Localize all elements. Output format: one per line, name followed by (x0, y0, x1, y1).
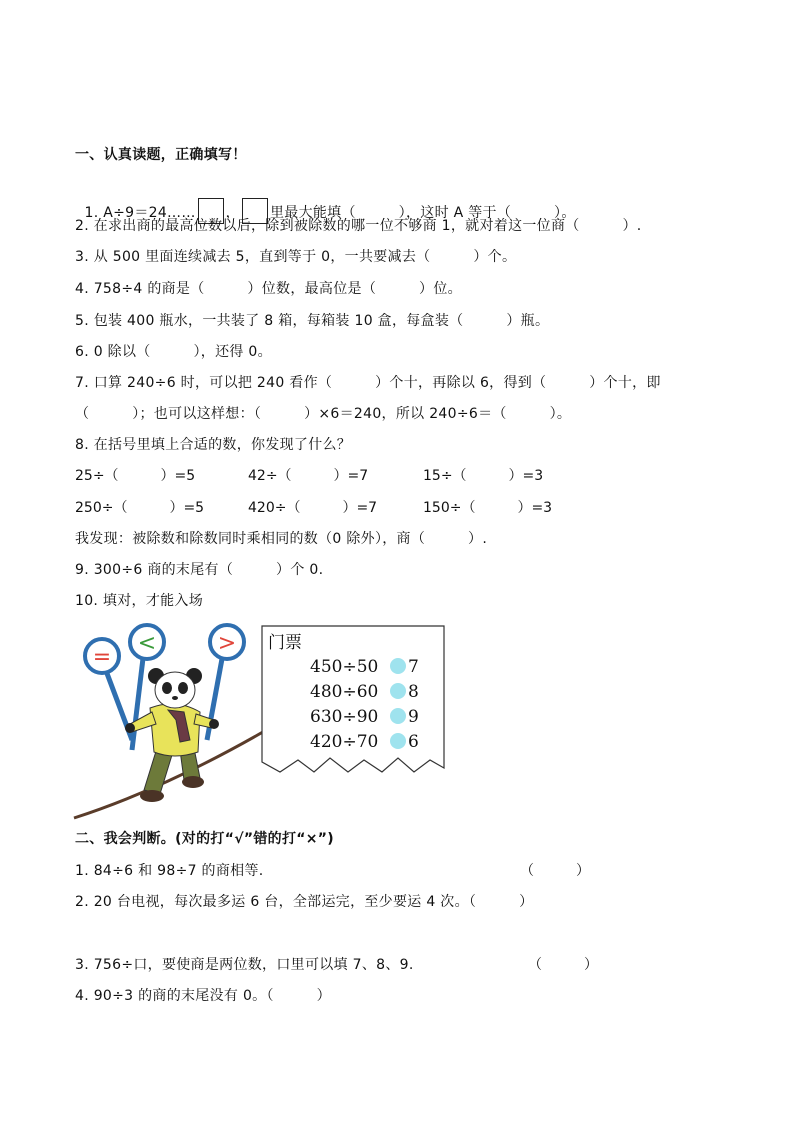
section2-title: 二、我会判断。(对的打“√”错的打“×”) (75, 831, 334, 847)
ticket-expression: 420÷70 (310, 732, 379, 752)
q1-part-a: 1. A÷9＝24…… (84, 205, 196, 221)
q1-part-c: 里最大能填（ ），这时 A 等于（ ）。 (269, 205, 576, 221)
question-4: 4. 758÷4 的商是（ ）位数，最高位是（ ）位。 (75, 281, 462, 297)
sign-stick-less (132, 650, 144, 750)
question-7-line-2: （ ）；也可以这样想：（ ）×6＝240，所以 240÷6＝（ ）。 (75, 406, 572, 422)
question-7-line-1: 7. 口算 240÷6 时，可以把 240 看作（ ）个十，再除以 6，得到（ ）个十，即 (75, 375, 661, 391)
answer-bubble[interactable] (390, 658, 406, 674)
question-8: 8. 在括号里填上合适的数，你发现了什么？ (75, 437, 352, 453)
ticket-title: 门票 (268, 633, 302, 653)
ticket-expression: 630÷90 (310, 707, 379, 727)
sign-greater-text: > (217, 631, 237, 656)
sign-greater-icon (210, 625, 244, 659)
ticket-expression: 450÷50 (310, 657, 379, 677)
judge-answer-1[interactable]: （ ） (520, 863, 590, 879)
answer-bubble[interactable] (390, 733, 406, 749)
question-6: 6. 0 除以（ ），还得 0。 (75, 344, 272, 360)
judge-question-4: 4. 90÷3 的商的末尾没有 0。（ ） (75, 988, 331, 1004)
q8-row2-item3: 150÷（ ）=3 (423, 500, 553, 516)
q1-part-b: ， (225, 205, 240, 221)
question-10: 10. 填对，才能入场 (75, 593, 204, 609)
ticket (262, 626, 444, 772)
ticket-number: 6 (408, 732, 419, 752)
question-5: 5. 包装 400 瓶水，一共装了 8 箱，每箱装 10 盒，每盒装（ ）瓶。 (75, 313, 550, 329)
sign-less-icon (130, 625, 164, 659)
q8-row1-item1: 25÷（ ）=5 (75, 468, 196, 484)
answer-bubble[interactable] (390, 683, 406, 699)
question-2: 2. 在求出商的最高位数以后，除到被除数的哪一位不够商 1，就对着这一位商（ ）. (75, 218, 642, 234)
judge-question-1: 1. 84÷6 和 98÷7 的商相等. (75, 863, 264, 879)
q8-row1-item3: 15÷（ ）=3 (423, 468, 544, 484)
q8-row2-item2: 420÷（ ）=7 (248, 500, 378, 516)
answer-bubble[interactable] (390, 708, 406, 724)
ticket-number: 7 (408, 657, 419, 677)
q8-row1-item2: 42÷（ ）=7 (248, 468, 369, 484)
question-3: 3. 从 500 里面连续减去 5，直到等于 0，一共要减去（ ）个。 (75, 249, 517, 265)
question-9: 9. 300÷6 商的末尾有（ ）个 0. (75, 562, 324, 578)
q8-row2-item1: 250÷（ ）=5 (75, 500, 205, 516)
ticket-illustration (72, 620, 452, 820)
section1-title: 一、认真读题，正确填写！ (75, 147, 247, 163)
judge-question-3: 3. 756÷口，要使商是两位数，口里可以填 7、8、9. (75, 957, 414, 973)
q8-finding: 我发现：被除数和除数同时乘相同的数（0 除外），商（ ）. (75, 531, 488, 547)
ticket-number: 8 (408, 682, 419, 702)
ticket-number: 9 (408, 707, 419, 727)
judge-answer-3[interactable]: （ ） (528, 957, 598, 973)
sign-equal-text: = (92, 645, 112, 670)
sign-less-text: < (137, 631, 157, 656)
judge-question-2: 2. 20 台电视，每次最多运 6 台，全部运完，至少要运 4 次。（ ） (75, 894, 534, 910)
sign-equal-icon (85, 639, 119, 673)
ticket-expression: 480÷60 (310, 682, 379, 702)
